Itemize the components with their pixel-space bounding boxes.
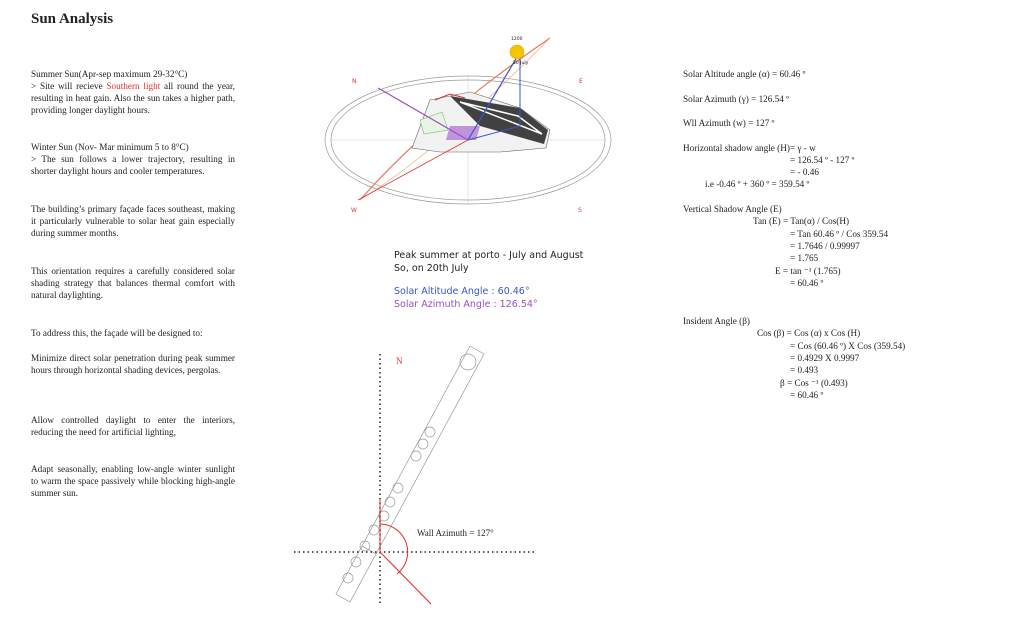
address-paragraph: To address this, the façade will be designed to: [31,328,203,338]
ia-line-5: β = Cos ⁻¹ (0.493) [780,378,848,388]
facade-paragraph: The building’s primary façade faces southeast, making it particularly vulnerable to solar heat gain especially during summer months. [31,204,235,238]
sun-path-diagram [320,30,620,225]
hsa-line-2: = - 0.46 [790,167,819,177]
plan-north-label: N [396,356,403,366]
azimuth-calc: Solar Azimuth (γ) = 126.54 º [683,94,789,104]
sun-date-label: 20 July [513,61,529,66]
compass-w: W [351,207,357,214]
ia-line-6: = 60.46 º [790,390,824,400]
wall-azimuth-calc: Wll Azimuth (w) = 127 º [683,118,775,128]
vsa-line-4: = 1.765 [790,253,819,263]
caption-line-1: Peak summer at porto - July and August [394,250,584,261]
vsa-line-1: Tan (E) = Tan(α) / Cos(H) [753,216,850,226]
compass-e: E [579,78,583,85]
vsa-line-6: = 60.46 º [790,278,824,288]
caption-altitude: Solar Altitude Angle : 60.46° [394,286,530,297]
ia-line-2: = Cos (60.46 º) X Cos (359.54) [790,341,906,351]
summer-heading: Summer Sun(Apr-sep maximum 29-32°C) [31,69,188,79]
winter-heading: Winter Sun (Nov- Mar minimum 5 to 8°C) [31,142,189,152]
winter-sun-paragraph [31,141,235,177]
sun-time-label: 1200 [511,37,523,42]
vsa-line-2: = Tan 60.46 º / Cos 359.54 [790,229,889,239]
summer-sun-paragraph [31,68,235,116]
design-point-3: Adapt seasonally, enabling low-angle winter sunlight to warm the space passively while blocking high-angle summer sun. [31,464,235,498]
altitude-calc: Solar Altitude angle (α) = 60.46 º [683,69,806,79]
hsa-line-1: = 126.54 º - 127 º [790,155,855,165]
compass-n: N [352,78,357,85]
wall-azimuth-label: Wall Azimuth = 127° [417,528,494,538]
design-point-1: Minimize direct solar penetration during peak summer hours through horizontal shading devices, pergolas. [31,353,235,375]
compass-s: S [578,207,582,214]
hsa-title: Horizontal shadow angle (H)= γ - w [683,143,816,153]
ia-line-1: Cos (β) = Cos (α) x Cos (H) [757,328,861,338]
wall-normal-line [380,552,431,604]
summer-text: > Site will recieve Southern light all round the year, resulting in heat gain. Also the sun takes a higher path, providing longer daylight hours. [31,81,235,115]
wall-azimuth-plan [290,340,550,610]
hsa-line-3: i.e -0.46 º + 360 º = 359.54 º [705,179,810,189]
vsa-line-3: = 1.7646 / 0.99997 [790,241,860,251]
building-massing [412,92,550,152]
vsa-line-5: E = tan ⁻¹ (1.765) [775,266,841,276]
building-plan-outline [336,346,484,602]
caption-azimuth: Solar Azimuth Angle : 126.54° [394,298,538,310]
design-point-2: Allow controlled daylight to enter the interiors, reducing the need for artificial lighting, [31,415,235,437]
ia-line-4: = 0.493 [790,365,819,375]
ia-line-3: = 0.4929 X 0.9997 [790,353,860,363]
orientation-paragraph: This orientation requires a carefully considered solar shading strategy that balances thermal comfort with natural daylighting. [31,266,235,300]
vsa-title: Vertical Shadow Angle (E) [683,204,782,214]
page-title: Sun Analysis [31,11,114,27]
ia-title: Insident Angle (β) [683,316,750,326]
winter-text: > The sun follows a lower trajectory, resulting in shorter daylight hours and cooler temperatures. [31,154,235,176]
sun-icon [510,45,524,59]
caption-line-2: So, on 20th July [394,262,469,274]
southern-light-highlight: Southern light [106,81,161,91]
sun-path-caption [394,250,583,311]
